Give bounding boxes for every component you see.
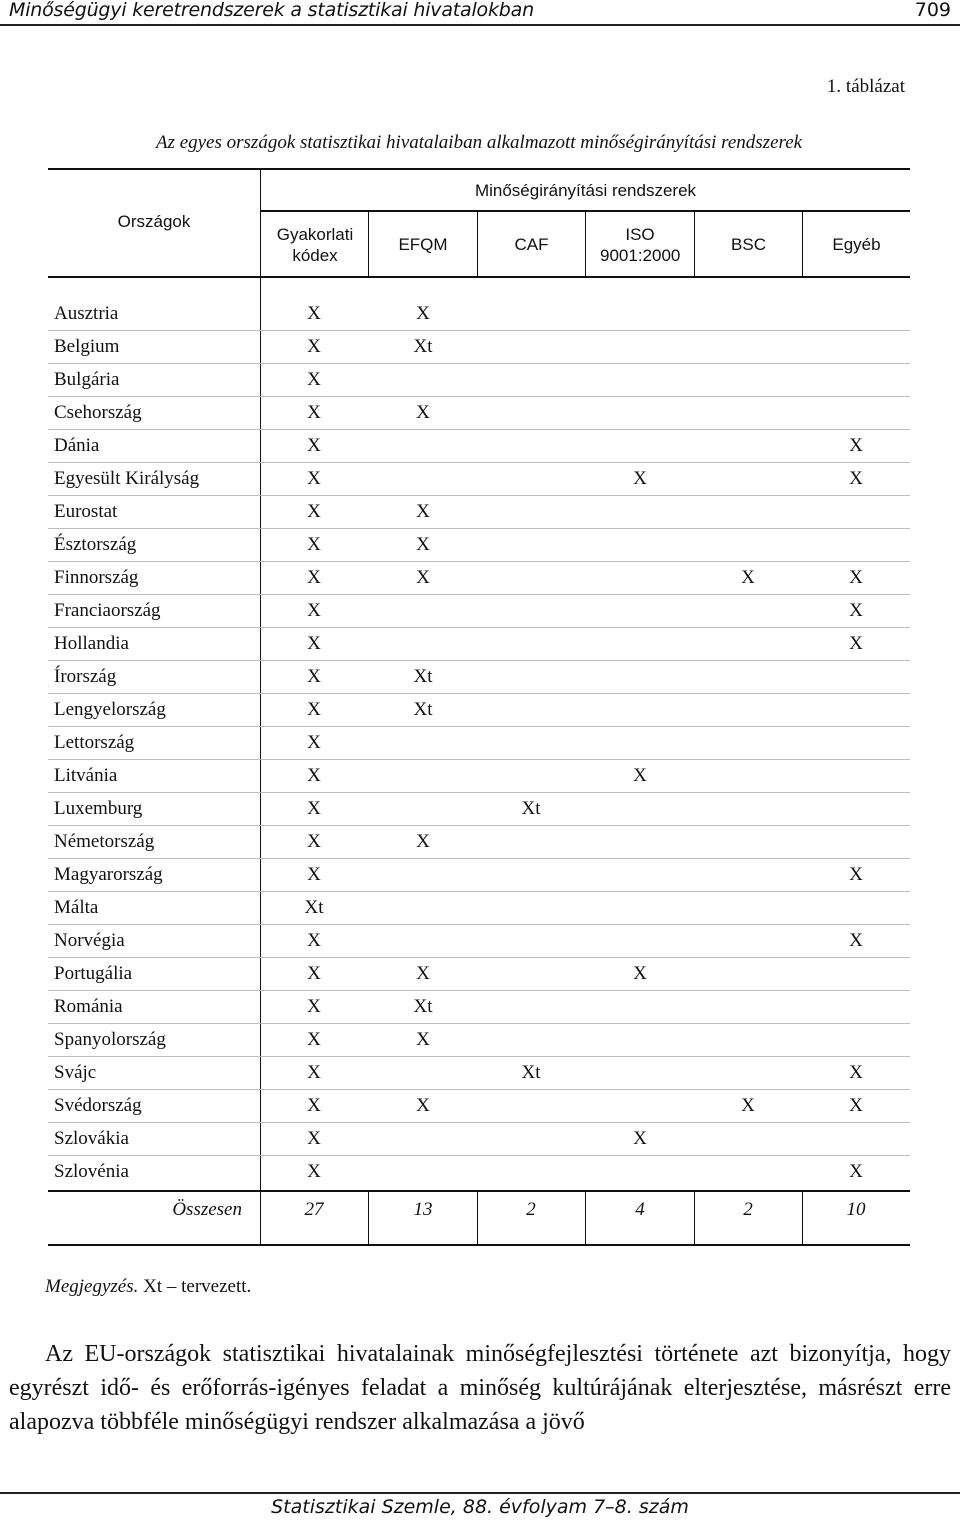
- row-rule: [48, 594, 910, 595]
- table-cell: X: [307, 930, 321, 951]
- table-cell: X: [849, 1095, 863, 1116]
- table-cell: X: [307, 1128, 321, 1149]
- row-rule: [48, 792, 910, 793]
- country-name: Lengyelország: [54, 699, 166, 720]
- table-cell: Xt: [413, 336, 433, 357]
- table-cell: X: [416, 1029, 430, 1050]
- table-cell: Xt: [304, 897, 324, 918]
- column-divider: [585, 211, 586, 277]
- country-name: Ausztria: [54, 303, 119, 324]
- table-cell: X: [633, 963, 647, 984]
- country-name: Norvégia: [54, 930, 125, 951]
- row-rule: [48, 1122, 910, 1123]
- table-note: [45, 1276, 251, 1298]
- table-cell: X: [307, 468, 321, 489]
- country-name: Finnország: [54, 567, 139, 588]
- row-rule: [48, 462, 910, 463]
- table-cell: X: [307, 435, 321, 456]
- row-rule: [48, 726, 910, 727]
- row-rule: [48, 396, 910, 397]
- table-cell: X: [849, 600, 863, 621]
- country-name: Írország: [54, 666, 117, 687]
- country-name: Szlovénia: [54, 1161, 129, 1182]
- header-bottom-rule: [48, 276, 910, 278]
- column-divider: [802, 1191, 803, 1245]
- country-name: Luxemburg: [54, 798, 143, 819]
- total-caf: 2: [526, 1199, 536, 1220]
- country-name: Dánia: [54, 435, 100, 456]
- table-cell: Xt: [413, 996, 433, 1017]
- country-name: Svájc: [54, 1062, 97, 1083]
- row-rule: [48, 957, 910, 958]
- country-name: Csehország: [54, 402, 142, 423]
- table-cell: X: [416, 534, 430, 555]
- table-cell: X: [416, 501, 430, 522]
- row-rule: [48, 660, 910, 661]
- header-countries: Országok: [117, 212, 191, 231]
- table-cell: X: [633, 765, 647, 786]
- table-cell: X: [307, 996, 321, 1017]
- table-cell: X: [849, 930, 863, 951]
- row-rule: [48, 693, 910, 694]
- table-cell: X: [307, 567, 321, 588]
- note-label: Megjegyzés.: [45, 1276, 139, 1297]
- row-rule: [48, 1023, 910, 1024]
- header-rule: [0, 24, 960, 26]
- table-bottom-rule: [48, 1244, 910, 1246]
- table-cell: X: [307, 963, 321, 984]
- table-cell: Xt: [413, 666, 433, 687]
- row-rule: [48, 330, 910, 331]
- table-cell: X: [416, 303, 430, 324]
- table-cell: X: [416, 831, 430, 852]
- country-name: Egyesült Királyság: [54, 468, 200, 489]
- total-efqm: 13: [413, 1199, 433, 1220]
- row-rule: [48, 528, 910, 529]
- table-cell: X: [307, 402, 321, 423]
- total-iso: 4: [635, 1199, 645, 1220]
- table-cell: X: [416, 1095, 430, 1116]
- page-number: 709: [914, 0, 951, 21]
- row-rule: [48, 1155, 910, 1156]
- row-rule: [48, 924, 910, 925]
- row-rule: [48, 759, 910, 760]
- row-rule: [48, 990, 910, 991]
- table-cell: X: [416, 963, 430, 984]
- table-cell: X: [307, 1029, 321, 1050]
- table-cell: X: [307, 699, 321, 720]
- row-rule: [48, 825, 910, 826]
- table-cell: X: [307, 732, 321, 753]
- country-name: Szlovákia: [54, 1128, 129, 1149]
- totals-top-rule: [48, 1190, 910, 1192]
- country-name: Hollandia: [54, 633, 129, 654]
- header-group: Minőségirányítási rendszerek: [474, 181, 697, 200]
- row-rule: [48, 1056, 910, 1057]
- table-cell: X: [307, 534, 321, 555]
- running-title: Minőségügyi keretrendszerek a statisztikai hivatalokban: [9, 0, 534, 21]
- row-rule: [48, 561, 910, 562]
- table-cell: X: [307, 765, 321, 786]
- header-bsc: BSC: [731, 235, 766, 254]
- table-cell: X: [307, 501, 321, 522]
- table-cell: X: [741, 567, 755, 588]
- table-cell: X: [633, 1128, 647, 1149]
- table-cell: X: [307, 831, 321, 852]
- table-cell: X: [849, 864, 863, 885]
- table-cell: X: [307, 1062, 321, 1083]
- table-cell: X: [307, 633, 321, 654]
- table-cell: Xt: [521, 798, 541, 819]
- header-egyeb: Egyéb: [832, 235, 881, 254]
- row-rule: [48, 495, 910, 496]
- table-cell: X: [307, 1161, 321, 1182]
- row-rule: [48, 858, 910, 859]
- table-cell: X: [307, 798, 321, 819]
- footer-rule: [0, 1492, 960, 1494]
- country-name: Belgium: [54, 336, 120, 357]
- table-cell: X: [849, 435, 863, 456]
- table-cell: X: [416, 402, 430, 423]
- table-cell: X: [307, 303, 321, 324]
- row-rule: [48, 429, 910, 430]
- header-efqm: EFQM: [398, 235, 448, 254]
- note-text: Xt – tervezett.: [143, 1276, 252, 1297]
- column-divider: [477, 1191, 478, 1245]
- country-name: Franciaország: [54, 600, 161, 621]
- table-cell: X: [849, 1161, 863, 1182]
- country-name: Bulgária: [54, 369, 120, 390]
- total-label: Összesen: [172, 1199, 242, 1220]
- table-cell: X: [633, 468, 647, 489]
- total-gyakorlati-kodex: 27: [304, 1199, 324, 1220]
- table-cell: Xt: [521, 1062, 541, 1083]
- country-name: Málta: [54, 897, 99, 918]
- row-rule: [48, 363, 910, 364]
- country-name: Svédország: [54, 1095, 142, 1116]
- table-caption: Az egyes országok statisztikai hivatalaiban alkalmazott minőségirányítási rendszerek: [155, 132, 803, 153]
- country-name: Románia: [54, 996, 123, 1017]
- column-divider: [585, 1191, 586, 1245]
- table-cell: X: [307, 600, 321, 621]
- country-name: Lettország: [54, 732, 135, 753]
- header-caf: CAF: [514, 235, 549, 254]
- total-bsc: 2: [743, 1199, 753, 1220]
- table-top-rule: [48, 168, 910, 170]
- body-paragraph: Az EU-országok statisztikai hivatalainak minőségfejlesztési története azt bizonyítja, hogy egyrészt idő- és erőforrás-igényes feladat a minőség kultúrájának elterjesztése, másrészt erre alapozva többféle minőségügyi rendszer alkalmazása a jövő: [9, 1341, 951, 1435]
- table-cell: X: [741, 1095, 755, 1116]
- row-rule: [48, 627, 910, 628]
- country-name: Portugália: [54, 963, 133, 984]
- table-cell: X: [307, 369, 321, 390]
- country-name: Németország: [54, 831, 155, 852]
- country-name: Litvánia: [54, 765, 118, 786]
- total-egyeb: 10: [846, 1199, 866, 1220]
- country-name: Magyarország: [54, 864, 163, 885]
- table-cell: X: [849, 567, 863, 588]
- table-cell: X: [416, 567, 430, 588]
- country-name: Spanyolország: [54, 1029, 166, 1050]
- column-divider: [368, 1191, 369, 1245]
- row-rule: [48, 891, 910, 892]
- table-cell: X: [307, 666, 321, 687]
- table-cell: X: [849, 468, 863, 489]
- header-iso: ISO 9001:2000: [600, 225, 681, 265]
- table-cell: X: [307, 336, 321, 357]
- table-cell: X: [307, 864, 321, 885]
- journal-footer: Statisztikai Szemle, 88. évfolyam 7–8. szám: [271, 1496, 689, 1518]
- country-name: Eurostat: [54, 501, 118, 522]
- country-name: Észtország: [54, 534, 137, 555]
- table-cell: X: [307, 1095, 321, 1116]
- table-number: 1. táblázat: [826, 76, 905, 97]
- table-cell: X: [849, 633, 863, 654]
- row-rule: [48, 1089, 910, 1090]
- header-gyakorlati-kodex: Gyakorlati kódex: [276, 225, 354, 265]
- column-divider: [694, 1191, 695, 1245]
- table-cell: Xt: [413, 699, 433, 720]
- table-cell: X: [849, 1062, 863, 1083]
